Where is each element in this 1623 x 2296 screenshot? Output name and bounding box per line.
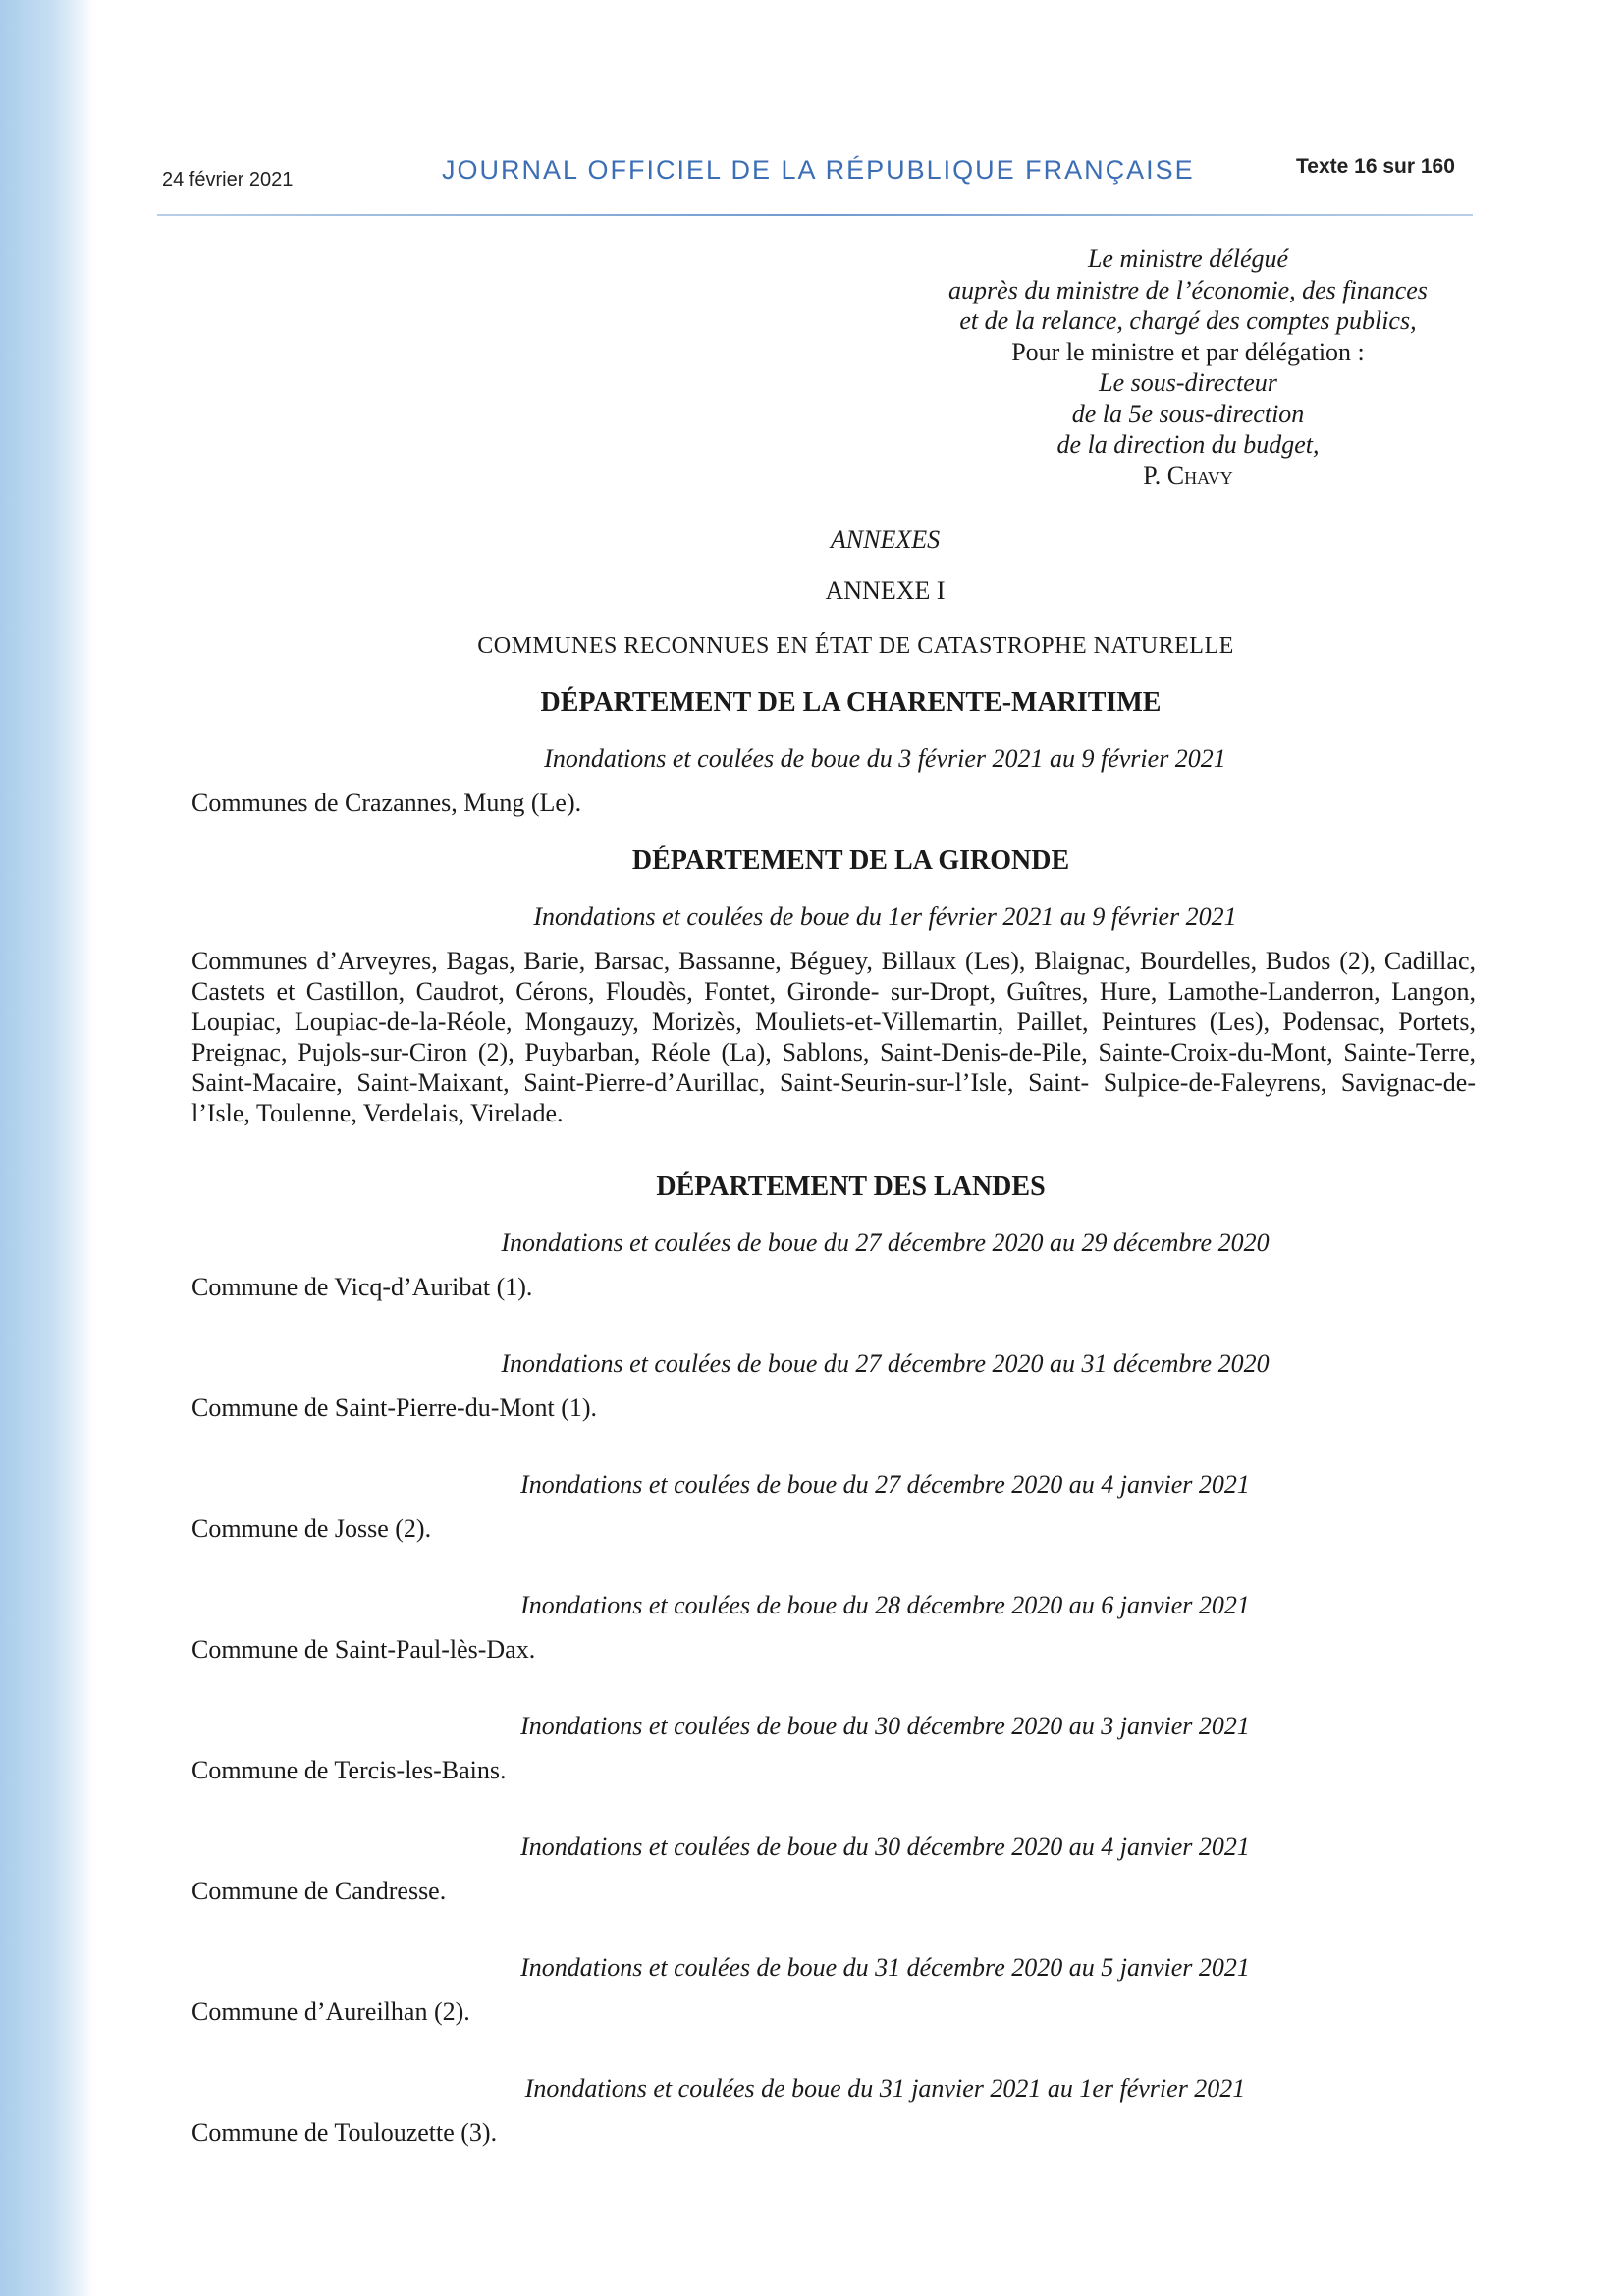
annexes-heading: ANNEXES [830,525,941,554]
communes-list: Communes de Crazannes, Mung (Le). [191,789,582,817]
event-period: Inondations et coulées de boue du 3 février 2021 au 9 février 2021 [544,744,1226,773]
text-reference: Texte 16 sur 160 [1296,155,1455,178]
event-period: Inondations et coulées de boue du 30 décembre 2020 au 4 janvier 2021 [520,1832,1250,1861]
department-heading: DÉPARTEMENT DES LANDES [656,1172,1046,1202]
publication-date: 24 février 2021 [162,169,294,191]
communes-list: Commune de Saint-Paul-lès-Dax. [191,1635,536,1664]
event-period: Inondations et coulées de boue du 27 décembre 2020 au 4 janvier 2021 [520,1470,1250,1499]
communes-list: Commune de Josse (2). [191,1514,432,1543]
signature-line: Pour le ministre et par délégation : [1011,337,1365,366]
event-period: Inondations et coulées de boue du 28 décembre 2020 au 6 janvier 2021 [520,1591,1250,1619]
communes-heading: COMMUNES RECONNUES EN ÉTAT DE CATASTROPHE NATURELLE [477,633,1234,659]
signature-line: de la direction du budget, [1056,430,1320,459]
event-period: Inondations et coulées de boue du 27 décembre 2020 au 31 décembre 2020 [501,1349,1270,1378]
signature-block [884,244,1492,491]
department-heading: DÉPARTEMENT DE LA CHARENTE-MARITIME [540,687,1162,718]
journal-title: JOURNAL OFFICIEL DE LA RÉPUBLIQUE FRANÇAISE [442,155,1195,185]
communes-list: Commune de Tercis-les-Bains. [191,1756,507,1784]
communes-list: Communes d’Arveyres, Bagas, Barie, Barsac, Bassanne, Béguey, Billaux (Les), Blaignac, Bourdelles, Budos (2), Cadillac, Castets et Castillon, Caudrot, Cérons, Floudès, Fontet, Gironde- sur-Dropt, Guîtres, Hure, Lamothe-Landerron, Langon, Loupiac, Loupiac-de-la-Réole, Mongauzy, Morizès, Mouliets-et-Villemartin, Paillet, Peintures (Les), Podensac, Portets, Preignac, Pujols-sur-Ciron (2), Puybarban, Réole (La), Sablons, Saint-Denis-de-Pile, Sainte-Croix-du-Mont, Sainte-Terre, Saint-Macaire, Saint-Maixant, Saint-Pierre-d’Aurillac, Saint-Seurin-sur-l’Isle, Saint- Sulpice-de-Faleyrens, Savignac-de-l’Isle, Toulenne, Verdelais, Virelade. [191,947,1476,1127]
annexe-heading: ANNEXE I [825,576,946,605]
signature-line: et de la relance, chargé des comptes publics, [959,306,1417,335]
signature-line: auprès du ministre de l’économie, des finances [948,275,1428,304]
event-period: Inondations et coulées de boue du 30 décembre 2020 au 3 janvier 2021 [520,1712,1250,1740]
communes-list: Commune de Saint-Pierre-du-Mont (1). [191,1394,598,1422]
signature-line: Le ministre délégué [1087,245,1289,273]
department-heading: DÉPARTEMENT DE LA GIRONDE [631,846,1070,876]
communes-list: Commune d’Aureilhan (2). [191,1997,470,2026]
communes-list: Commune de Vicq-d’Auribat (1). [191,1273,533,1301]
signature-line: Le sous-directeur [1099,368,1277,397]
event-period: Inondations et coulées de boue du 1er février 2021 au 9 février 2021 [533,902,1237,931]
event-period: Inondations et coulées de boue du 27 décembre 2020 au 29 décembre 2020 [501,1229,1270,1257]
header-rule [157,214,1473,216]
event-period: Inondations et coulées de boue du 31 janvier 2021 au 1er février 2021 [524,2074,1246,2103]
communes-list: Commune de Toulouzette (3). [191,2118,498,2147]
signature-line: de la 5e sous-direction [1071,399,1305,428]
annex-content [0,525,1623,2148]
communes-list: Commune de Candresse. [191,1877,447,1905]
signer-name: P. Chavy [1143,461,1233,490]
event-period: Inondations et coulées de boue du 31 décembre 2020 au 5 janvier 2021 [520,1953,1250,1982]
page-header [0,0,1623,236]
